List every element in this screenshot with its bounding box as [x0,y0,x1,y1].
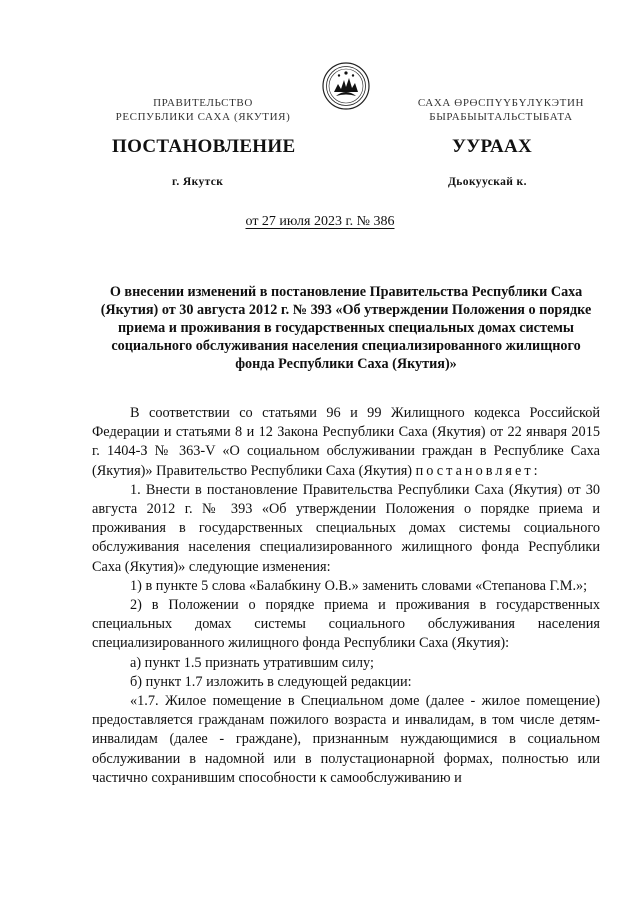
doc-type-ru: ПОСТАНОВЛЕНИЕ [112,136,296,157]
clause-1-7-text: «1.7. Жилое помещение в Специальном доме (далее - жилое помещение) предоставляется гражданам пожилого возраста и инвалидам, в том числе детям-инвалидам (далее - граждане), признанным нуждающимися в социальном обслуживании в надомной или в полустационарной формах, полностью или частично сохранившим способности к самообслуживанию и [92,693,600,786]
preamble-text: В соответствии со статьями 96 и 99 Жилищного кодекса Российской Федерации и статьями 8 и 12 Закона Республики Саха (Якутия) от 22 января 2015 г. 1404-З № 363-V «О социальном обслуживании граждан в Республике Саха (Якутия)» Правительство Республики Саха (Якутия) [92,405,600,479]
clause-1-2: 2) в Положении о порядке приема и проживания в государственных специальных домах системы социального обслуживания населения специализированного жилищного фонда Республики Саха (Якутия): [92,597,600,652]
clause-1-2-a: а) пункт 1.5 признать утратившим силу; [130,654,374,671]
authority-line: РЕСПУБЛИКИ САХА (ЯКУТИЯ) [115,111,291,123]
city-sah: Дьокуускай к. [448,176,527,188]
authority-name-ru [88,96,318,124]
authority-line: САХА ӨРӨСПҮҮБҮЛҮКЭТИН [417,97,585,109]
authority-name-sah [386,96,616,124]
document-title: О внесении изменений в постановление Правительства Республики Саха (Якутия) от 30 августа 2012 г. № 393 «Об утверждении Положения о порядке приема и проживания в государственных специальных домах системы социального обслуживания населения специализированного жилищного фонда Республики Саха (Якутия)» [100,284,592,372]
clause-1: 1. Внести в постановление Правительства Республики Саха (Якутия) от 30 августа 2012 г. № 393 «Об утверждении Положения о порядке приема и проживания в государственных специальных домах системы социального обслуживания населения специализированного жилищного фонда Республики Саха (Якутия)» следующие изменения: [92,481,600,575]
authority-line: ПРАВИТЕЛЬСТВО [153,97,253,109]
doc-type-sah: УУРААХ [452,136,533,157]
clause-1-1: 1) в пункте 5 слова «Балабкину О.В.» заменить словами «Степанова Г.М.»; [130,577,588,594]
preamble-paragraph [92,404,600,481]
republic-emblem-icon [322,62,370,110]
city-ru: г. Якутск [172,176,224,188]
authority-line: БЫРАБЫЫТАЛЬСТЫБАТА [429,111,573,123]
clause-1-2-b: б) пункт 1.7 изложить в следующей редакции: [130,673,412,690]
document-body [92,404,600,788]
decree-word: постановляет: [415,462,541,479]
date-and-number: от 27 июля 2023 г. № 386 [245,214,395,229]
